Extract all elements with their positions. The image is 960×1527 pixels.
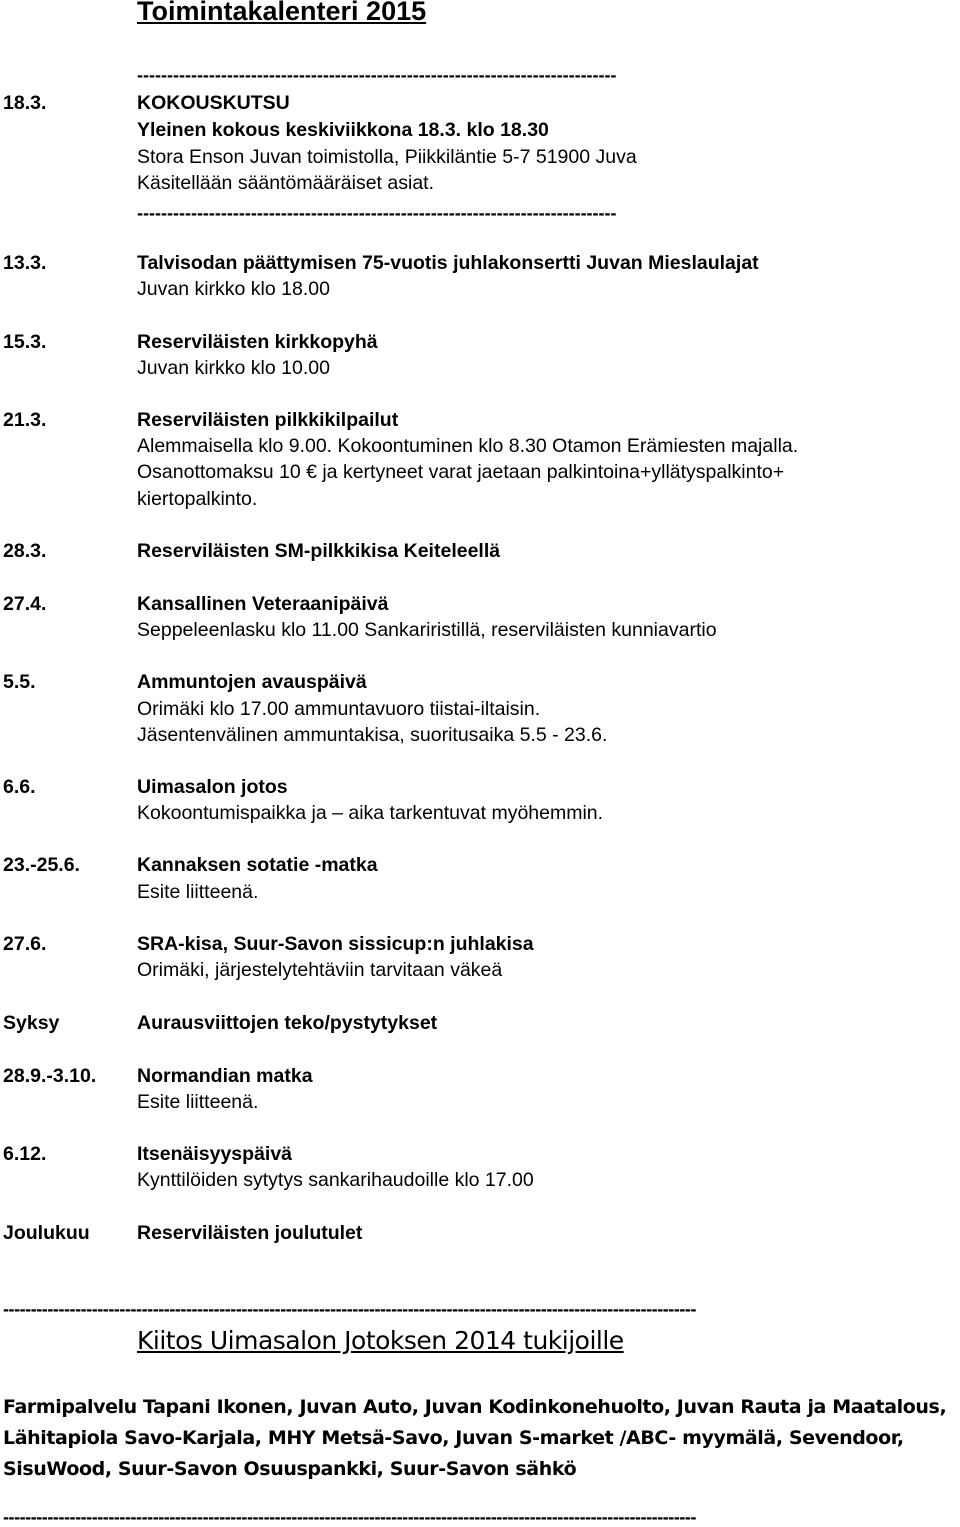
event-title: Reserviläisten kirkkopyhä <box>137 331 378 353</box>
event-title: Reserviläisten pilkkikilpailut <box>137 409 399 431</box>
meeting-line-1: Stora Enson Juvan toimistolla, Piikkiläntie 5-7 51900 Juva <box>137 146 637 168</box>
event-detail: Osanottomaksu 10 € ja kertyneet varat jaetaan palkintoina+yllätyspalkinto+ <box>137 461 785 483</box>
event-title: Reserviläisten joulutulet <box>137 1222 363 1244</box>
event-title: Normandian matka <box>137 1065 313 1087</box>
event-detail: Juvan kirkko klo 10.00 <box>137 357 330 379</box>
event-date: 27.6. <box>3 933 47 955</box>
event-date: 27.4. <box>3 593 47 615</box>
event-detail: Esite liitteenä. <box>137 881 259 903</box>
event-title: SRA-kisa, Suur-Savon sissicup:n juhlakisa <box>137 933 534 955</box>
meeting-line-2: Käsitellään sääntömääräiset asiat. <box>137 172 435 194</box>
event-title: Uimasalon jotos <box>137 776 288 798</box>
meeting-subheading: Yleinen kokous keskiviikkona 18.3. klo 18.30 <box>137 119 549 141</box>
event-title: Talvisodan päättymisen 75-vuotis juhlakonsertti Juvan Mieslaulajat <box>137 252 759 274</box>
divider-bottom: ----------------------------------------------------------------------------------------------------------------------------- <box>3 1507 697 1527</box>
event-date: 5.5. <box>3 671 36 693</box>
event-detail: kiertopalkinto. <box>137 488 258 510</box>
event-detail: Orimäki, järjestelytehtäviin tarvitaan väkeä <box>137 959 503 981</box>
divider-meeting-end: -------------------------------------------------------------------------------- <box>137 203 617 223</box>
event-title: Aurausviittojen teko/pystytykset <box>137 1012 438 1034</box>
event-date: Syksy <box>3 1012 60 1034</box>
event-date: 15.3. <box>3 331 47 353</box>
event-date: 21.3. <box>3 409 47 431</box>
meeting-heading: KOKOUSKUTSU <box>137 92 290 114</box>
event-detail: Jäsentenvälinen ammuntakisa, suoritusaika 5.5 - 23.6. <box>137 724 608 746</box>
event-title: Ammuntojen avauspäivä <box>137 671 367 693</box>
event-date: 28.3. <box>3 540 47 562</box>
event-detail: Seppeleenlasku klo 11.00 Sankariristillä, reserviläisten kunniavartio <box>137 619 717 641</box>
sponsor-line: SisuWood, Suur-Savon Osuuspankki, Suur-Savon sähkö <box>3 1458 577 1480</box>
event-detail: Alemmaisella klo 9.00. Kokoontuminen klo 8.30 Otamon Erämiesten majalla. <box>137 435 799 457</box>
event-date: 6.6. <box>3 776 36 798</box>
event-detail: Esite liitteenä. <box>137 1091 259 1113</box>
event-detail: Juvan kirkko klo 18.00 <box>137 278 330 300</box>
sponsor-line: Lähitapiola Savo-Karjala, MHY Metsä-Savo, Juvan S-market /ABC- myymälä, Sevendoor, <box>3 1427 904 1449</box>
event-date: 23.-25.6. <box>3 854 80 876</box>
divider-top: -------------------------------------------------------------------------------- <box>137 65 617 85</box>
page-title: Toimintakalenteri 2015 <box>137 0 427 26</box>
event-title: Kannaksen sotatie -matka <box>137 854 378 876</box>
event-detail: Kynttilöiden sytytys sankarihaudoille klo 17.00 <box>137 1169 534 1191</box>
meeting-date: 18.3. <box>3 92 47 114</box>
thanks-title: Kiitos Uimasalon Jotoksen 2014 tukijoille <box>137 1326 624 1355</box>
event-date: 13.3. <box>3 252 47 274</box>
event-title: Kansallinen Veteraanipäivä <box>137 593 389 615</box>
event-title: Itsenäisyyspäivä <box>137 1143 293 1165</box>
divider-thanks-top: ----------------------------------------------------------------------------------------------------------------------------- <box>3 1299 697 1319</box>
event-date: 28.9.-3.10. <box>3 1065 97 1087</box>
event-detail: Kokoontumispaikka ja – aika tarkentuvat myöhemmin. <box>137 802 604 824</box>
event-date: Joulukuu <box>3 1222 90 1244</box>
event-detail: Orimäki klo 17.00 ammuntavuoro tiistai-iltaisin. <box>137 698 541 720</box>
sponsor-line: Farmipalvelu Tapani Ikonen, Juvan Auto, Juvan Kodinkonehuolto, Juvan Rauta ja Maatalous, <box>3 1396 947 1418</box>
event-title: Reserviläisten SM-pilkkikisa Keiteleellä <box>137 540 501 562</box>
event-date: 6.12. <box>3 1143 47 1165</box>
